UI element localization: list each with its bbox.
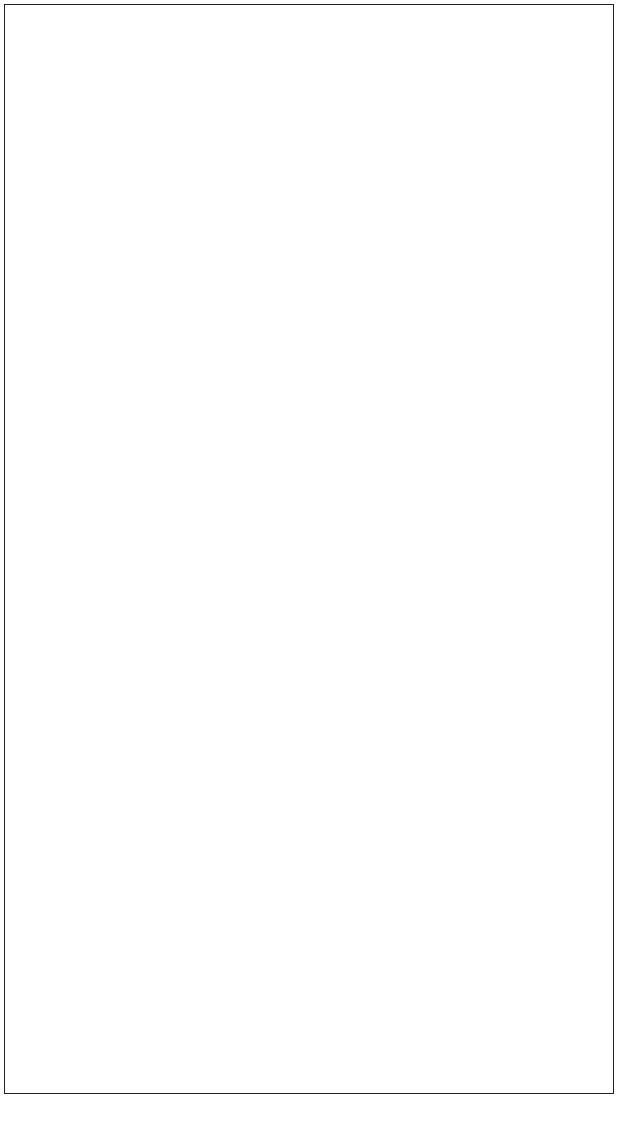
text-block-bottom — [33, 577, 573, 1032]
page-frame — [4, 4, 614, 1094]
text-block-top — [33, 83, 573, 541]
